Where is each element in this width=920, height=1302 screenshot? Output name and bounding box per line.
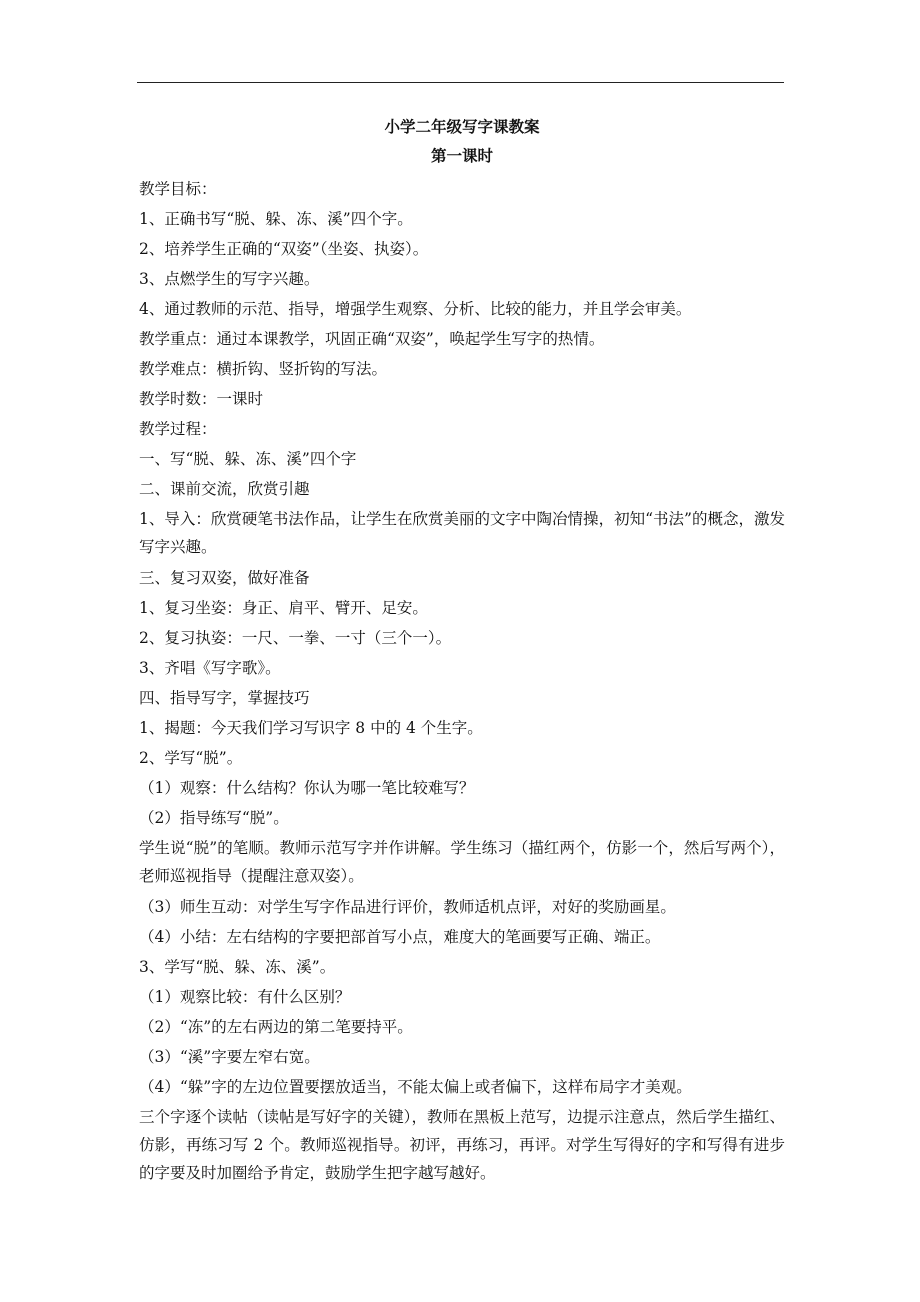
document-title: 小学二年级写字课教案 <box>384 117 540 136</box>
paragraph: 二、课前交流，欣赏引趣 <box>139 480 310 498</box>
paragraph: （1）观察：什么结构？你认为哪一笔比较难写？ <box>139 779 475 797</box>
paragraph: 三、复习双姿，做好准备 <box>139 569 310 587</box>
paragraph: 1、导入：欣赏硬笔书法作品，让学生在欣赏美丽的文字中陶冶情操，初知“书法”的概念，激发写字兴趣。 <box>139 510 785 556</box>
paragraph: 1、揭题：今天我们学习写识字 8 中的 4 个生字。 <box>139 719 483 737</box>
lesson-subtitle: 第一课时 <box>430 146 493 165</box>
paragraph: （3）师生互动：对学生写字作品进行评价，教师适机点评，对好的奖励画星。 <box>139 898 676 916</box>
paragraph: 学生说“脱”的笔顺。教师示范写字并作讲解。学生练习（描红两个，仿影一个，然后写两个），老师巡视指导（提醒注意双姿）。 <box>139 839 785 885</box>
paragraph: 教学目标： <box>139 180 217 198</box>
document-body <box>139 113 785 1189</box>
paragraph: 教学重点：通过本课教学，巩固正确“双姿”，唤起学生写字的热情。 <box>139 330 605 348</box>
paragraph: 2、复习执姿：一尺、一拳、一寸（三个一）。 <box>139 629 452 647</box>
paragraph: 一、写“脱、躲、冻、溪”四个字 <box>139 450 357 468</box>
paragraph: 4、通过教师的示范、指导，增强学生观察、分析、比较的能力，并且学会审美。 <box>139 300 692 318</box>
paragraph: 教学过程： <box>139 420 217 438</box>
header-rule <box>137 82 784 83</box>
paragraph: 2、学写“脱”。 <box>139 749 243 767</box>
paragraph: 1、正确书写“脱、躲、冻、溪”四个字。 <box>139 210 413 228</box>
paragraph: 2、培养学生正确的“双姿”（坐姿、执姿）。 <box>139 240 429 258</box>
paragraph: 3、学写“脱、躲、冻、溪”。 <box>139 958 336 976</box>
paragraph: 3、点燃学生的写字兴趣。 <box>139 270 320 288</box>
paragraph: 教学难点：横折钩、竖折钩的写法。 <box>139 360 388 378</box>
paragraph: 教学时数：一课时 <box>139 390 264 408</box>
paragraph: 3、齐唱《写字歌》。 <box>139 659 281 677</box>
paragraph: （2）指导练写“脱”。 <box>139 809 289 827</box>
paragraph: （3）“溪”字要左窄右宽。 <box>139 1048 320 1066</box>
paragraph: （2）“冻”的左右两边的第二笔要持平。 <box>139 1018 413 1036</box>
paragraph: （4）“躲”字的左边位置要摆放适当，不能太偏上或者偏下，这样布局字才美观。 <box>139 1078 692 1096</box>
paragraph: （1）观察比较：有什么区别？ <box>139 988 351 1006</box>
paragraph: （4）小结：左右结构的字要把部首写小点，难度大的笔画要写正确、端正。 <box>139 928 661 946</box>
paragraph: 三个字逐个读帖（读帖是写好字的关键），教师在黑板上范写，边提示注意点，然后学生描红、仿影，再练习写 2 个。教师巡视指导。初评，再练习，再评。对学生写得好的字和写得有进步的字要及时加圈给予肯定，鼓励学生把字越写越好。 <box>139 1108 785 1182</box>
paragraph: 1、复习坐姿：身正、肩平、臂开、足安。 <box>139 599 428 617</box>
paragraph: 四、指导写字，掌握技巧 <box>139 689 310 707</box>
